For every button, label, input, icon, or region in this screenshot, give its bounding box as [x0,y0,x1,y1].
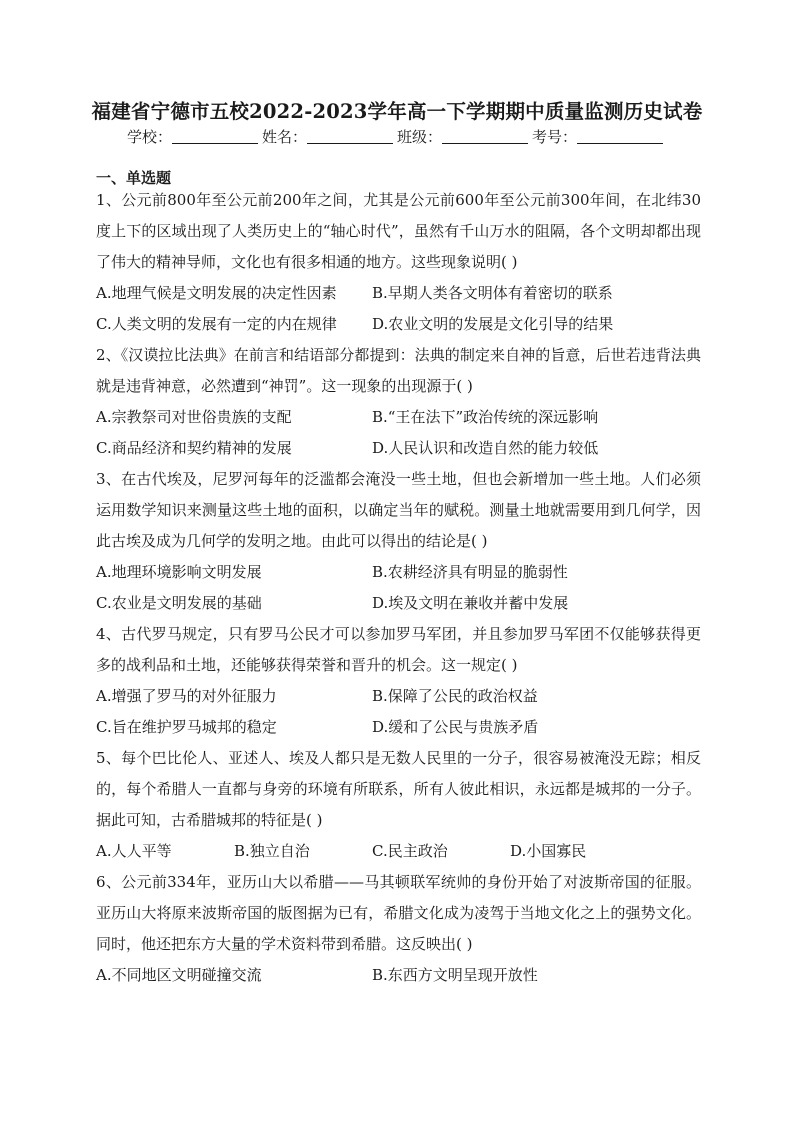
class-blank[interactable] [442,129,528,144]
school-blank[interactable] [172,129,258,144]
option-b: B.农耕经济具有明显的脆弱性 [372,563,568,581]
school-label: 学校： [126,128,172,146]
question-6 [96,867,701,991]
class-label: 班级： [397,128,443,146]
option-d: D.埃及文明在兼收并蓄中发展 [372,594,569,612]
question-stem: 5、每个巴比伦人、亚述人、埃及人都只是无数人民里的一分子，很容易被淹没无踪；相反的，每个希腊人一直都与身旁的环境有所联系，所有人彼此相识，永远都是城邦的一分子。据此可知，古希腊城邦的特征是( ) [96,749,701,829]
option-a: A.地理气候是文明发展的决定性因素 [96,284,337,302]
option-b: B.独立自治 [234,842,310,860]
question-2 [96,340,701,464]
option-c: C.旨在维护罗马城邦的稳定 [96,718,277,736]
question-list [96,185,701,991]
option-a: A.地理环境影响文明发展 [96,563,262,581]
question-5 [96,743,701,867]
option-b: B.早期人类各文明体有着密切的联系 [372,284,613,302]
student-info-line [0,126,794,147]
question-stem: 4、古代罗马规定，只有罗马公民才可以参加罗马军团，并且参加罗马军团不仅能够获得更多的战利品和土地，还能够获得荣誉和晋升的机会。这一规定( ) [96,625,701,674]
option-b: B.保障了公民的政治权益 [372,687,538,705]
question-stem: 2、《汉谟拉比法典》在前言和结语部分都提到：法典的制定来自神的旨意，后世若违背法典就是违背神意，必然遭到“神罚”。这一现象的出现源于( ) [96,346,701,395]
option-c: C.人类文明的发展有一定的内在规律 [96,315,337,333]
exam-title: 福建省宁德市五校2022-2023学年高一下学期期中质量监测历史试卷 [91,100,703,123]
option-a: A.宗教祭司对世俗贵族的支配 [96,408,292,426]
option-d: D.农业文明的发展是文化引导的结果 [372,315,614,333]
name-blank[interactable] [307,129,393,144]
exam-number-label: 考号： [532,128,578,146]
option-c: C.农业是文明发展的基础 [96,594,262,612]
exam-number-blank[interactable] [577,129,663,144]
name-label: 姓名： [261,128,307,146]
option-a: A.不同地区文明碰撞交流 [96,966,262,984]
option-d: D.小国寡民 [510,842,587,860]
question-1 [96,185,701,340]
option-c: C.商品经济和契约精神的发展 [96,439,292,457]
option-a: A.人人平等 [96,842,172,860]
question-stem: 1、公元前800年至公元前200年之间，尤其是公元前600年至公元前300年间，在北纬30度上下的区域出现了人类历史上的“轴心时代”，虽然有千山万水的阻隔，各个文明却都出现了伟大的精神导师，文化也有很多相通的地方。这些现象说明( ) [96,191,701,271]
option-a: A.增强了罗马的对外征服力 [96,687,277,705]
option-c: C.民主政治 [372,842,448,860]
question-stem: 3、在古代埃及，尼罗河每年的泛滥都会淹没一些土地，但也会新增加一些土地。人们必须运用数学知识来测量这些土地的面积，以确定当年的赋税。测量土地就需要用到几何学，因此古埃及成为几何学的发明之地。由此可以得出的结论是( ) [96,470,701,550]
option-b: B.东西方文明呈现开放性 [372,966,538,984]
option-d: D.缓和了公民与贵族矛盾 [372,718,539,736]
question-4 [96,619,701,743]
section-heading: 一、单选题 [96,169,172,187]
option-b: B.“王在法下”政治传统的深远影响 [372,408,599,426]
question-3 [96,464,701,619]
question-stem: 6、公元前334年，亚历山大以希腊——马其顿联军统帅的身份开始了对波斯帝国的征服。亚历山大将原来波斯帝国的版图据为已有，希腊文化成为凌驾于当地文化之上的强势文化。同时，他还把东方大量的学术资料带到希腊。这反映出( ) [96,873,701,953]
option-d: D.人民认识和改造自然的能力较低 [372,439,599,457]
